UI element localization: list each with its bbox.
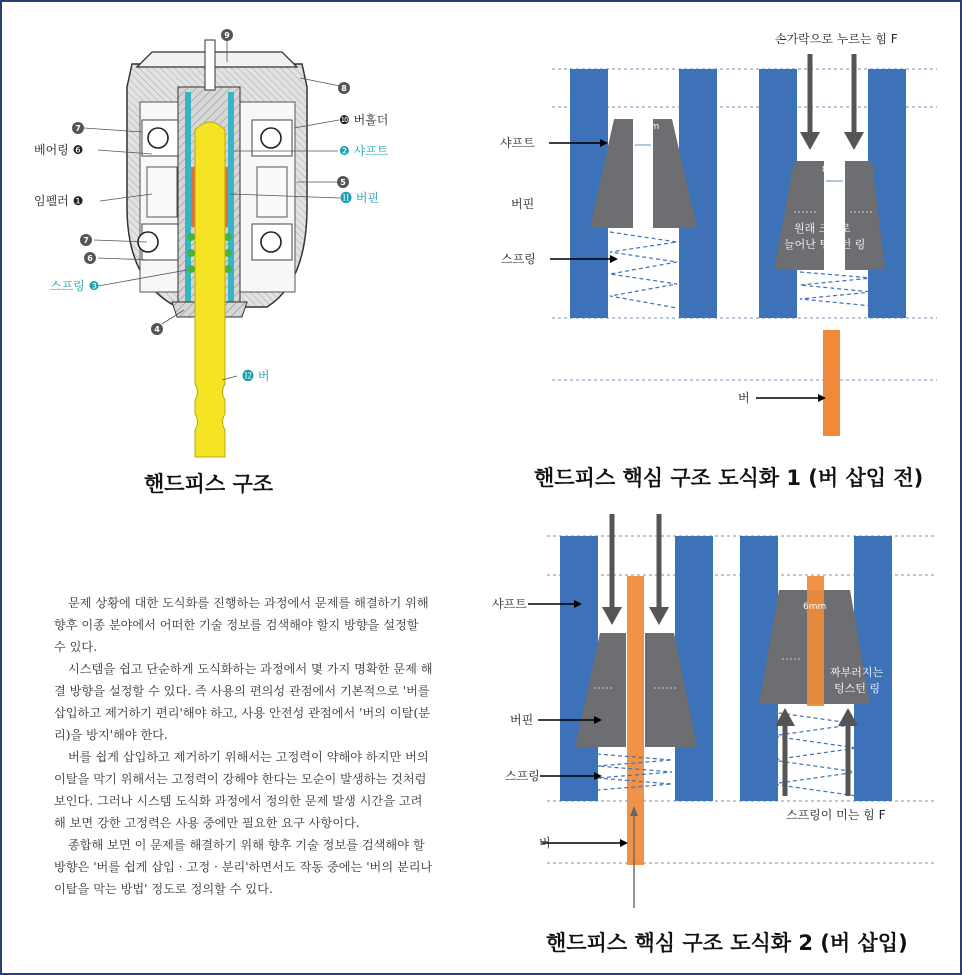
label-bur-pin: ⓫ 버핀 — [340, 191, 379, 205]
d1-force-label: 손가락으로 누르는 힘 F — [775, 32, 898, 46]
label-shaft: ❷ 샤프트 — [339, 144, 389, 158]
paragraph: 버를 쉽게 삽입하고 제거하기 위해서는 고정력이 약해야 하지만 버의 이탈을 막기 위해서는 고정력이 강해야 한다는 모순이 발생하는 것처럼 보인다. 그러나 시스템 도식화 과정에서 정의한 문제 발생 시간을 고려해 보면 강한 고정력은 사용 중에만 필요한 요구 사항이다. — [54, 750, 429, 830]
cap — [137, 52, 297, 67]
d1-spring-right — [800, 272, 872, 306]
d1-bur — [823, 330, 840, 436]
d1-burpin-label: 버핀 — [511, 197, 535, 211]
d1-spring-left — [610, 232, 677, 308]
d1-shaft-label: 샤프트 — [500, 136, 535, 150]
label-bur: ⓬ 버 — [242, 369, 270, 383]
d1-spring-label: 스프링 — [501, 252, 536, 266]
d2-gap-right: 6mm — [803, 602, 827, 612]
label-impeller: 임펠러 ❶ — [34, 194, 84, 208]
d2-bur-right — [807, 576, 824, 706]
bearing-bottom-right — [261, 232, 281, 252]
shaft-teal-left — [185, 92, 191, 307]
d1-ring-note-2: 늘어난 텅스턴 링 — [784, 238, 866, 251]
body-text — [54, 592, 434, 900]
d2-burpin-label: 버핀 — [510, 713, 534, 727]
d2-shaft-label: 샤프트 — [492, 597, 527, 611]
label-bearing: 베어링 ❻ — [34, 143, 84, 157]
callout-7a: 7 — [75, 124, 81, 133]
diagram-1 — [500, 22, 942, 472]
d2-bur-label: 버 — [539, 836, 551, 850]
d1-bur-label: 버 — [738, 391, 750, 405]
callout-7b: 7 — [83, 236, 89, 245]
d1-gap-right: 8mm — [822, 165, 846, 175]
bur-yellow — [195, 122, 225, 457]
d2-ring-note-1: 짜부러지는 — [830, 666, 884, 679]
paragraph: 시스템을 쉽고 단순하게 도식화하는 과정에서 몇 가지 명확한 문제 해결 방향을 설정할 수 있다. 즉 사용의 편의성 관점에서 기본적으로 '버를 삽입하고 제거하기 편리'해야 하고, 사용 안전성 관점에서 '버의 이탈(분리)을 방지'해야 한다. — [54, 662, 433, 742]
d2-ring-note-2: 텅스턴 링 — [834, 682, 881, 695]
callout-5: 5 — [340, 178, 346, 187]
handpiece-diagram — [2, 2, 422, 462]
d1-ring-note-1: 원래 크기로 — [794, 222, 851, 235]
callout-6b: 6 — [87, 254, 93, 263]
handpiece-caption: 핸드피스 구조 — [144, 472, 274, 496]
d1-gap-left: 6mm — [636, 122, 660, 132]
callout-9: 9 — [224, 31, 230, 40]
diagram-2 — [492, 514, 942, 909]
paragraph: 문제 상황에 대한 도식화를 진행하는 과정에서 문제를 해결하기 위해 향후 이종 분야에서 어떠한 기술 정보를 검색해야 할지 방향을 설정할 수 있다. — [54, 596, 429, 654]
d2-bur-left — [627, 576, 644, 865]
bearing-top-right — [261, 128, 281, 148]
label-spring: 스프링 ❸ — [50, 279, 100, 293]
paragraph: 종합해 보면 이 문제를 해결하기 위해 향후 기술 정보를 검색해야 할 방향은 '버를 쉽게 삽입 · 고정 · 분리'하면서도 작동 중에는 '버의 분리나 이탈을 막는 방법' 정도로 정의할 수 있다. — [54, 838, 433, 896]
d2-spring-force-label: 스프링이 미는 힘 F — [786, 808, 886, 822]
diagram-2-caption: 핸드피스 핵심 구조 도식화 2 (버 삽입) — [546, 931, 908, 955]
callout-8: 8 — [341, 84, 347, 93]
d2-spring-label: 스프링 — [505, 769, 540, 783]
bearing-top-left — [148, 128, 168, 148]
diagram-1-caption: 핸드피스 핵심 구조 도식화 1 (버 삽입 전) — [534, 466, 924, 490]
callout-4: 4 — [154, 325, 160, 334]
label-bur-holder: ❿ 버홀더 — [339, 113, 389, 127]
shaft-teal-right — [228, 92, 234, 307]
